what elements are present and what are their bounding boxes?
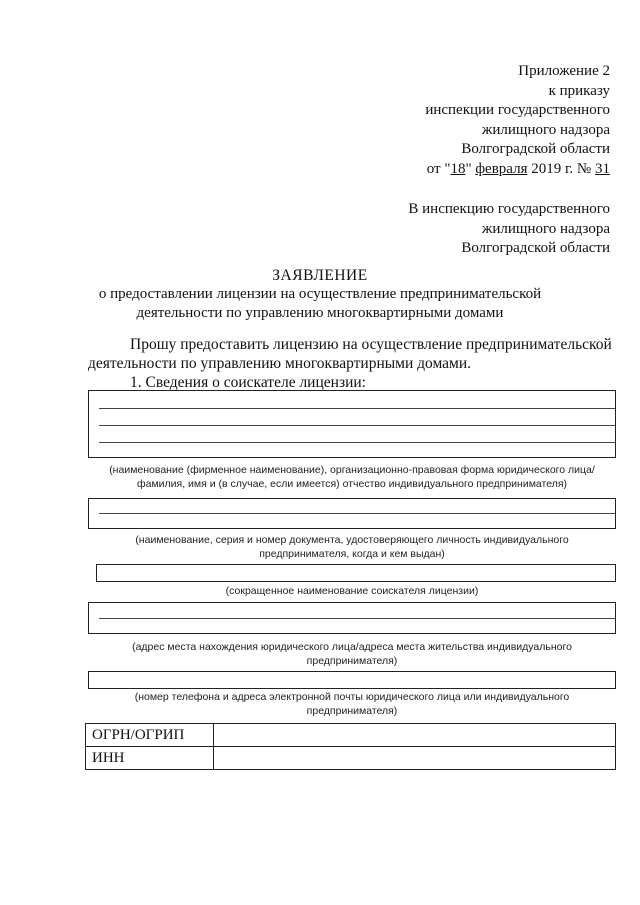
order-number: 31 (595, 160, 610, 177)
field-line (99, 513, 615, 514)
inn-value-cell[interactable] (214, 747, 616, 770)
date-month: февраля (475, 160, 528, 177)
intro-line2: деятельности по управлению многоквартирными домами. (88, 355, 472, 372)
caption-line: предпринимателя, когда и кем выдан) (259, 548, 445, 560)
field-line (99, 618, 615, 619)
addressee-line2: жилищного надзора (481, 220, 610, 237)
appendix-number: Приложение 2 (518, 63, 610, 79)
appendix-issuer-line3: Волгоградской области (461, 141, 610, 157)
identity-document-field[interactable] (88, 498, 616, 529)
ogrn-label: ОГРН/ОГРИП (86, 724, 214, 747)
date-mid: " (465, 160, 476, 177)
appendix-issuer-line2: жилищного надзора (481, 121, 610, 138)
section1-heading: 1. Сведения о соискателе лицензии: (130, 374, 366, 391)
caption-line: (сокращенное наименование соискателя лицензии) (225, 585, 479, 597)
caption-line: (наименование (фирменное наименование), организационно-правовая форма юридического лица/ (109, 464, 595, 476)
applicant-name-caption (88, 463, 616, 491)
ogrn-value-cell[interactable] (214, 724, 616, 747)
inn-label: ИНН (86, 747, 214, 770)
document-subtitle-line2: деятельности по управлению многоквартирными домами (136, 305, 504, 321)
appendix-order-ref: к приказу (548, 82, 610, 99)
caption-line: (наименование, серия и номер документа, удостоверяющего личность индивидуального (135, 534, 569, 546)
date-prefix: от " (426, 160, 451, 177)
registration-ids-table (85, 723, 616, 770)
address-caption (88, 640, 616, 668)
caption-line: предпринимателя) (306, 705, 398, 717)
intro-line1: Прошу предоставить лицензию на осуществление предпринимательской (130, 336, 612, 353)
intro-paragraph (88, 335, 614, 392)
caption-line: фамилия, имя и (в случае, если имеется) отчество индивидуального предпринимателя) (136, 478, 568, 490)
contacts-caption (88, 690, 616, 718)
document-title: ЗАЯВЛЕНИЕ (272, 267, 368, 284)
applicant-name-field[interactable] (88, 390, 616, 458)
date-year: 2019 г. № (527, 160, 595, 177)
date-day: 18 (450, 160, 466, 177)
caption-line: (номер телефона и адреса электронной почты юридического лица или индивидуального (134, 691, 570, 703)
addressee-line1: В инспекцию государственного (408, 201, 610, 217)
caption-line: предпринимателя) (306, 655, 398, 667)
identity-document-caption (88, 533, 616, 561)
appendix-header (425, 62, 610, 179)
address-field[interactable] (88, 602, 616, 634)
field-line (99, 425, 615, 426)
short-name-field[interactable] (96, 564, 616, 582)
appendix-date-line (425, 160, 610, 180)
table-row (86, 747, 616, 770)
caption-line: (адрес места нахождения юридического лица/адреса места жительства индивидуального (132, 641, 572, 653)
field-line (99, 408, 615, 409)
table-row (86, 724, 616, 747)
appendix-issuer-line1: инспекции государственного (425, 102, 610, 118)
field-line (99, 442, 615, 443)
contacts-field[interactable] (88, 671, 616, 689)
addressee-block (408, 200, 610, 259)
title-block (60, 266, 580, 323)
short-name-caption (88, 584, 616, 598)
addressee-line3: Волгоградской области (461, 240, 610, 256)
document-subtitle-line1: о предоставлении лицензии на осуществление предпринимательской (98, 286, 542, 302)
